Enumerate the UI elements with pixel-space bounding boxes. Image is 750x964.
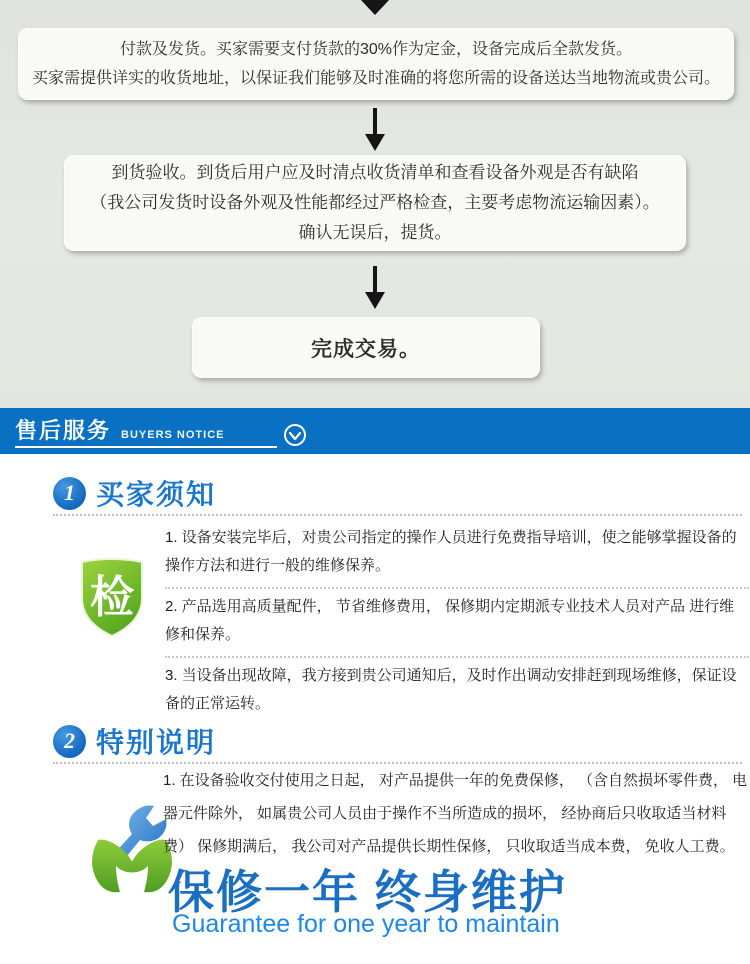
list-item: 3. 当设备出现故障，我方接到贵公司通知后，及时作出调动安排赶到现场维修，保证设备的正常运转。 (165, 667, 737, 712)
down-arrow-icon (360, 264, 390, 310)
buyers-notice-list (165, 520, 749, 725)
flow-step-text: 付款及发货。买家需要支付货款的30%作为定金，设备完成后全款发货。 (119, 41, 633, 58)
section-number-badge: 1 (53, 477, 86, 510)
list-item: 1. 设备安装完毕后，对贵公司指定的操作人员进行免费指导培训，使之能够掌握设备的操作方法和进行一般的维修保养。 (165, 520, 749, 589)
inspection-shield-icon (72, 554, 152, 638)
section-title: 买家须知 (96, 479, 217, 510)
flow-step-text: 完成交易。 (311, 337, 421, 361)
section-title: 特别说明 (96, 727, 217, 758)
after-sales-content (0, 454, 750, 964)
transaction-flow-section (0, 0, 750, 408)
warranty-slogan-cn: 保修一年 终身维护 (168, 866, 567, 918)
chevron-down-circle-icon (283, 423, 307, 447)
warranty-slogan-en: Guarantee for one year to maintain (172, 910, 560, 938)
down-arrow-icon (360, 106, 390, 152)
special-notes-paragraph: 1. 在设备验收交付使用之日起， 对产品提供一年的免费保修， （含自然损坏零件费， 电器元件除外， 如属贵公司人员由于操作不当所造成的损坏， 经协商后只收取适当材料费） 保修期满后， 我公司对产品提供长期性保修， 只收取适当成本费， 免收人工费。 (163, 772, 748, 855)
flow-step-inspection (64, 155, 686, 251)
svg-text:检: 检 (90, 573, 134, 622)
section-special-notes-header (53, 720, 742, 764)
section-number-badge: 2 (53, 725, 86, 758)
banner-title-group (15, 414, 277, 448)
flow-arrow-icon (361, 0, 389, 15)
list-item: 2. 产品选用高质量配件， 节省维修费用， 保修期内定期派专业技术人员对产品 进行维修和保养。 (165, 589, 749, 658)
flow-step-complete (192, 317, 540, 378)
after-sales-banner (0, 408, 750, 454)
flow-step-text: 确认无误后，提货。 (298, 223, 452, 242)
flow-step-payment (18, 28, 734, 100)
flow-step-text: 到货验收。到货后用户应及时清点收货清单和查看设备外观是否有缺陷 (111, 163, 639, 182)
banner-title-en: BUYERS NOTICE (121, 429, 225, 441)
section-buyers-notice-header (53, 472, 742, 516)
flow-step-text: （我公司发货时设备外观及性能都经过严格检查，主要考虑物流运输因素）。 (90, 193, 660, 212)
banner-title-cn: 售后服务 (15, 418, 112, 443)
flow-step-text: 买家需提供详实的收货地址，以保证我们能够及时准确的将您所需的设备送达当地物流或贵公司。 (31, 70, 720, 87)
